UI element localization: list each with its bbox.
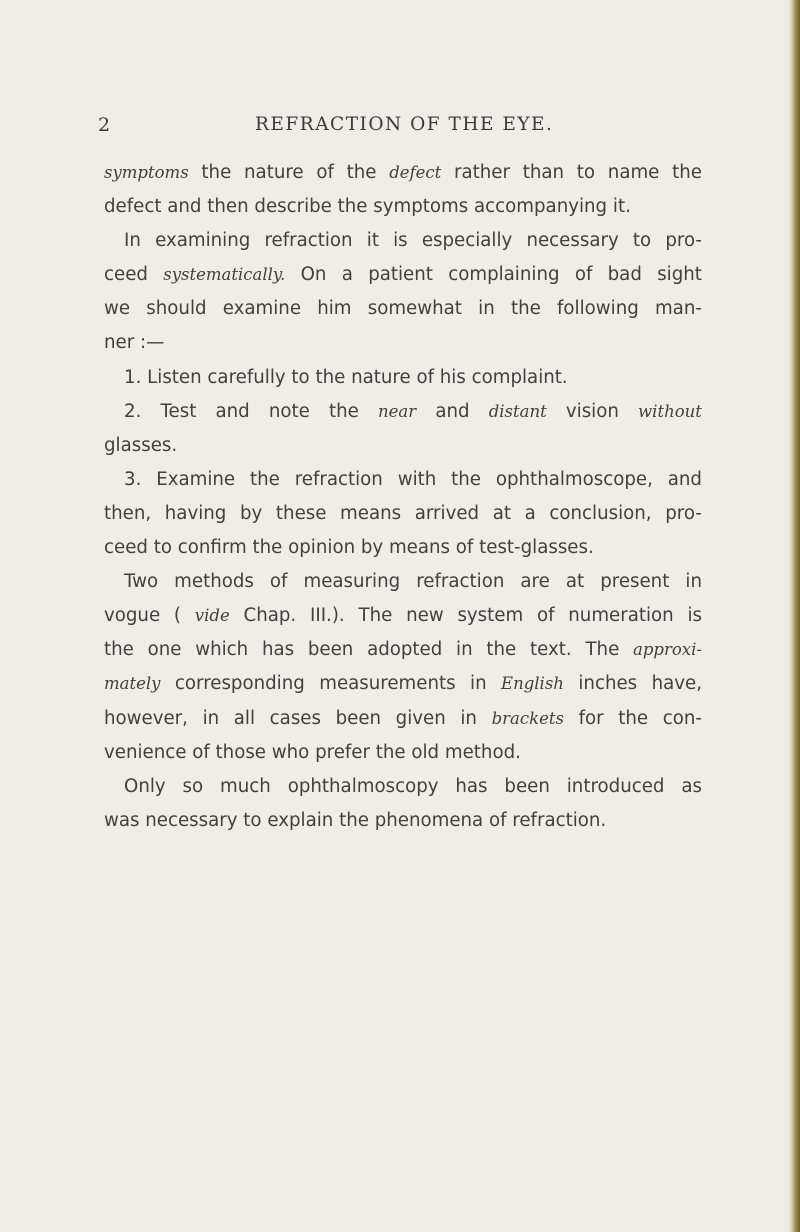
word: by xyxy=(239,502,263,524)
word: a xyxy=(341,264,353,286)
word: examine xyxy=(222,298,302,320)
word: in xyxy=(470,673,487,695)
text-line xyxy=(104,804,702,838)
word: III.). xyxy=(309,605,345,627)
italic-word: systematically. xyxy=(163,265,286,285)
italic-word: distant xyxy=(488,401,547,421)
word: which xyxy=(195,639,249,661)
word: Two xyxy=(124,571,159,593)
text-line xyxy=(104,770,702,804)
word: has xyxy=(261,639,295,661)
word: and xyxy=(215,400,250,422)
text-line xyxy=(104,224,702,258)
italic-word: mately xyxy=(104,674,161,694)
word: are xyxy=(520,571,550,593)
word: much xyxy=(220,775,271,797)
word: con- xyxy=(662,707,702,729)
word: ( xyxy=(173,605,182,627)
word: the xyxy=(201,162,232,183)
word: ophthalmoscope, xyxy=(495,468,653,490)
word: have, xyxy=(651,673,702,695)
word: at xyxy=(565,571,585,593)
word: refraction xyxy=(294,468,383,490)
word: been xyxy=(504,775,550,797)
word: pro- xyxy=(665,230,702,252)
word: refraction xyxy=(416,571,505,593)
word: patient xyxy=(368,264,433,286)
word: Examine xyxy=(156,468,236,490)
word: to xyxy=(632,230,652,252)
page-number: 2 xyxy=(98,114,112,136)
word: and xyxy=(667,468,702,490)
word: Test xyxy=(160,400,197,422)
word: On xyxy=(300,264,327,286)
word: at xyxy=(492,502,511,524)
word: than xyxy=(522,162,565,183)
text-segment: venience of those who prefer the old method. xyxy=(104,741,521,763)
word: note xyxy=(268,400,310,422)
word: measuring xyxy=(303,571,401,593)
word: sight xyxy=(657,264,702,286)
text-line xyxy=(104,326,702,360)
word: The xyxy=(358,605,393,627)
running-title: REFRACTION OF THE EYE. xyxy=(255,114,554,135)
word: the xyxy=(672,162,702,183)
italic-word: brackets xyxy=(491,708,564,728)
word: with xyxy=(397,468,437,490)
word: refraction xyxy=(264,230,353,252)
text-line xyxy=(104,156,702,190)
word: man- xyxy=(654,298,702,320)
word: however, xyxy=(104,707,188,729)
word: vision xyxy=(565,400,619,422)
word: of xyxy=(269,571,288,593)
italic-word: vide xyxy=(194,606,230,626)
word: of xyxy=(574,264,593,286)
word: corresponding xyxy=(174,673,305,695)
word: the xyxy=(346,162,377,183)
word: the xyxy=(486,639,517,661)
word: name xyxy=(607,162,660,183)
word: Only xyxy=(124,775,166,797)
word: a xyxy=(524,502,536,524)
word: the xyxy=(510,298,541,320)
word: given xyxy=(395,707,446,729)
word: system xyxy=(457,605,524,627)
word: all xyxy=(233,707,256,729)
word: been xyxy=(307,639,354,661)
word: then, xyxy=(104,502,152,524)
text-segment: was necessary to explain the phenomena of refraction. xyxy=(104,809,607,831)
word: numeration xyxy=(568,605,674,627)
word: is xyxy=(393,230,408,252)
word: pro- xyxy=(665,502,702,524)
text-line xyxy=(104,702,702,736)
word: bad xyxy=(607,264,642,286)
text-line xyxy=(104,463,702,497)
text-line xyxy=(104,736,702,770)
word: nature xyxy=(244,162,304,183)
word: the xyxy=(329,400,359,422)
word: The xyxy=(585,639,620,661)
word: been xyxy=(335,707,382,729)
word: these xyxy=(275,502,327,524)
word: methods xyxy=(174,571,254,593)
text-line xyxy=(104,497,702,531)
word: following xyxy=(557,298,639,320)
text-line xyxy=(104,361,702,395)
text-segment: ceed to confirm the opinion by means of test-glasses. xyxy=(104,537,594,559)
italic-word: English xyxy=(501,674,564,694)
page-edge-shadow xyxy=(788,0,800,1232)
word: especially xyxy=(421,230,513,252)
word: and xyxy=(435,400,470,422)
word: new xyxy=(406,605,444,627)
word: we xyxy=(104,298,131,320)
word: should xyxy=(146,298,207,320)
text-line xyxy=(104,395,702,429)
italic-word: near xyxy=(378,401,417,421)
word: conclusion, xyxy=(549,502,652,524)
word: vogue xyxy=(104,605,161,627)
italic-word: without xyxy=(638,401,702,421)
text-line xyxy=(104,633,702,667)
text-line xyxy=(104,258,702,292)
text-line xyxy=(104,565,702,599)
word: 2. xyxy=(124,400,142,422)
word: 3. xyxy=(124,468,142,490)
italic-word: symptoms xyxy=(104,163,189,182)
word: ceed xyxy=(104,264,148,286)
text-line xyxy=(104,599,702,633)
word: it xyxy=(366,230,379,252)
text-line xyxy=(104,429,702,463)
word: Chap. xyxy=(243,605,297,627)
word: in xyxy=(456,639,473,661)
word: text. xyxy=(530,639,572,661)
word: complaining xyxy=(448,264,560,286)
word: ophthalmoscopy xyxy=(287,775,439,797)
text-line xyxy=(104,667,702,701)
word: the xyxy=(104,639,134,661)
word: adopted xyxy=(367,639,443,661)
text-segment: glasses. xyxy=(104,434,178,456)
word: as xyxy=(681,775,702,797)
text-segment: defect and then describe the symptoms accompanying it. xyxy=(104,196,631,218)
word: in xyxy=(478,298,495,320)
word: one xyxy=(147,639,182,661)
word: measurements xyxy=(319,673,456,695)
word: in xyxy=(685,571,702,593)
word: having xyxy=(164,502,227,524)
word: In xyxy=(124,230,141,252)
word: examining xyxy=(155,230,251,252)
text-line xyxy=(104,531,702,565)
word: means xyxy=(340,502,402,524)
word: of xyxy=(536,605,555,627)
word: is xyxy=(687,605,702,627)
word: introduced xyxy=(566,775,665,797)
word: for xyxy=(578,707,604,729)
word: in xyxy=(202,707,220,729)
word: has xyxy=(455,775,488,797)
word: him xyxy=(317,298,352,320)
word: of xyxy=(316,162,334,183)
word: somewhat xyxy=(367,298,462,320)
text-line xyxy=(104,190,702,224)
body-text xyxy=(104,156,702,838)
word: so xyxy=(182,775,204,797)
word: inches xyxy=(578,673,638,695)
running-header xyxy=(98,114,708,146)
word: present xyxy=(600,571,670,593)
word: the xyxy=(618,707,649,729)
word: cases xyxy=(269,707,321,729)
italic-word: defect xyxy=(389,163,442,182)
word: necessary xyxy=(526,230,619,252)
word: in xyxy=(460,707,477,729)
word: the xyxy=(451,468,481,490)
text-line xyxy=(104,292,702,326)
word: to xyxy=(576,162,596,183)
text-segment: ner :— xyxy=(104,332,165,354)
word: the xyxy=(249,468,280,490)
text-segment: 1. Listen carefully to the nature of his complaint. xyxy=(124,366,568,388)
italic-word: approxi- xyxy=(633,640,702,660)
word: arrived xyxy=(414,502,480,524)
word: rather xyxy=(454,162,510,183)
